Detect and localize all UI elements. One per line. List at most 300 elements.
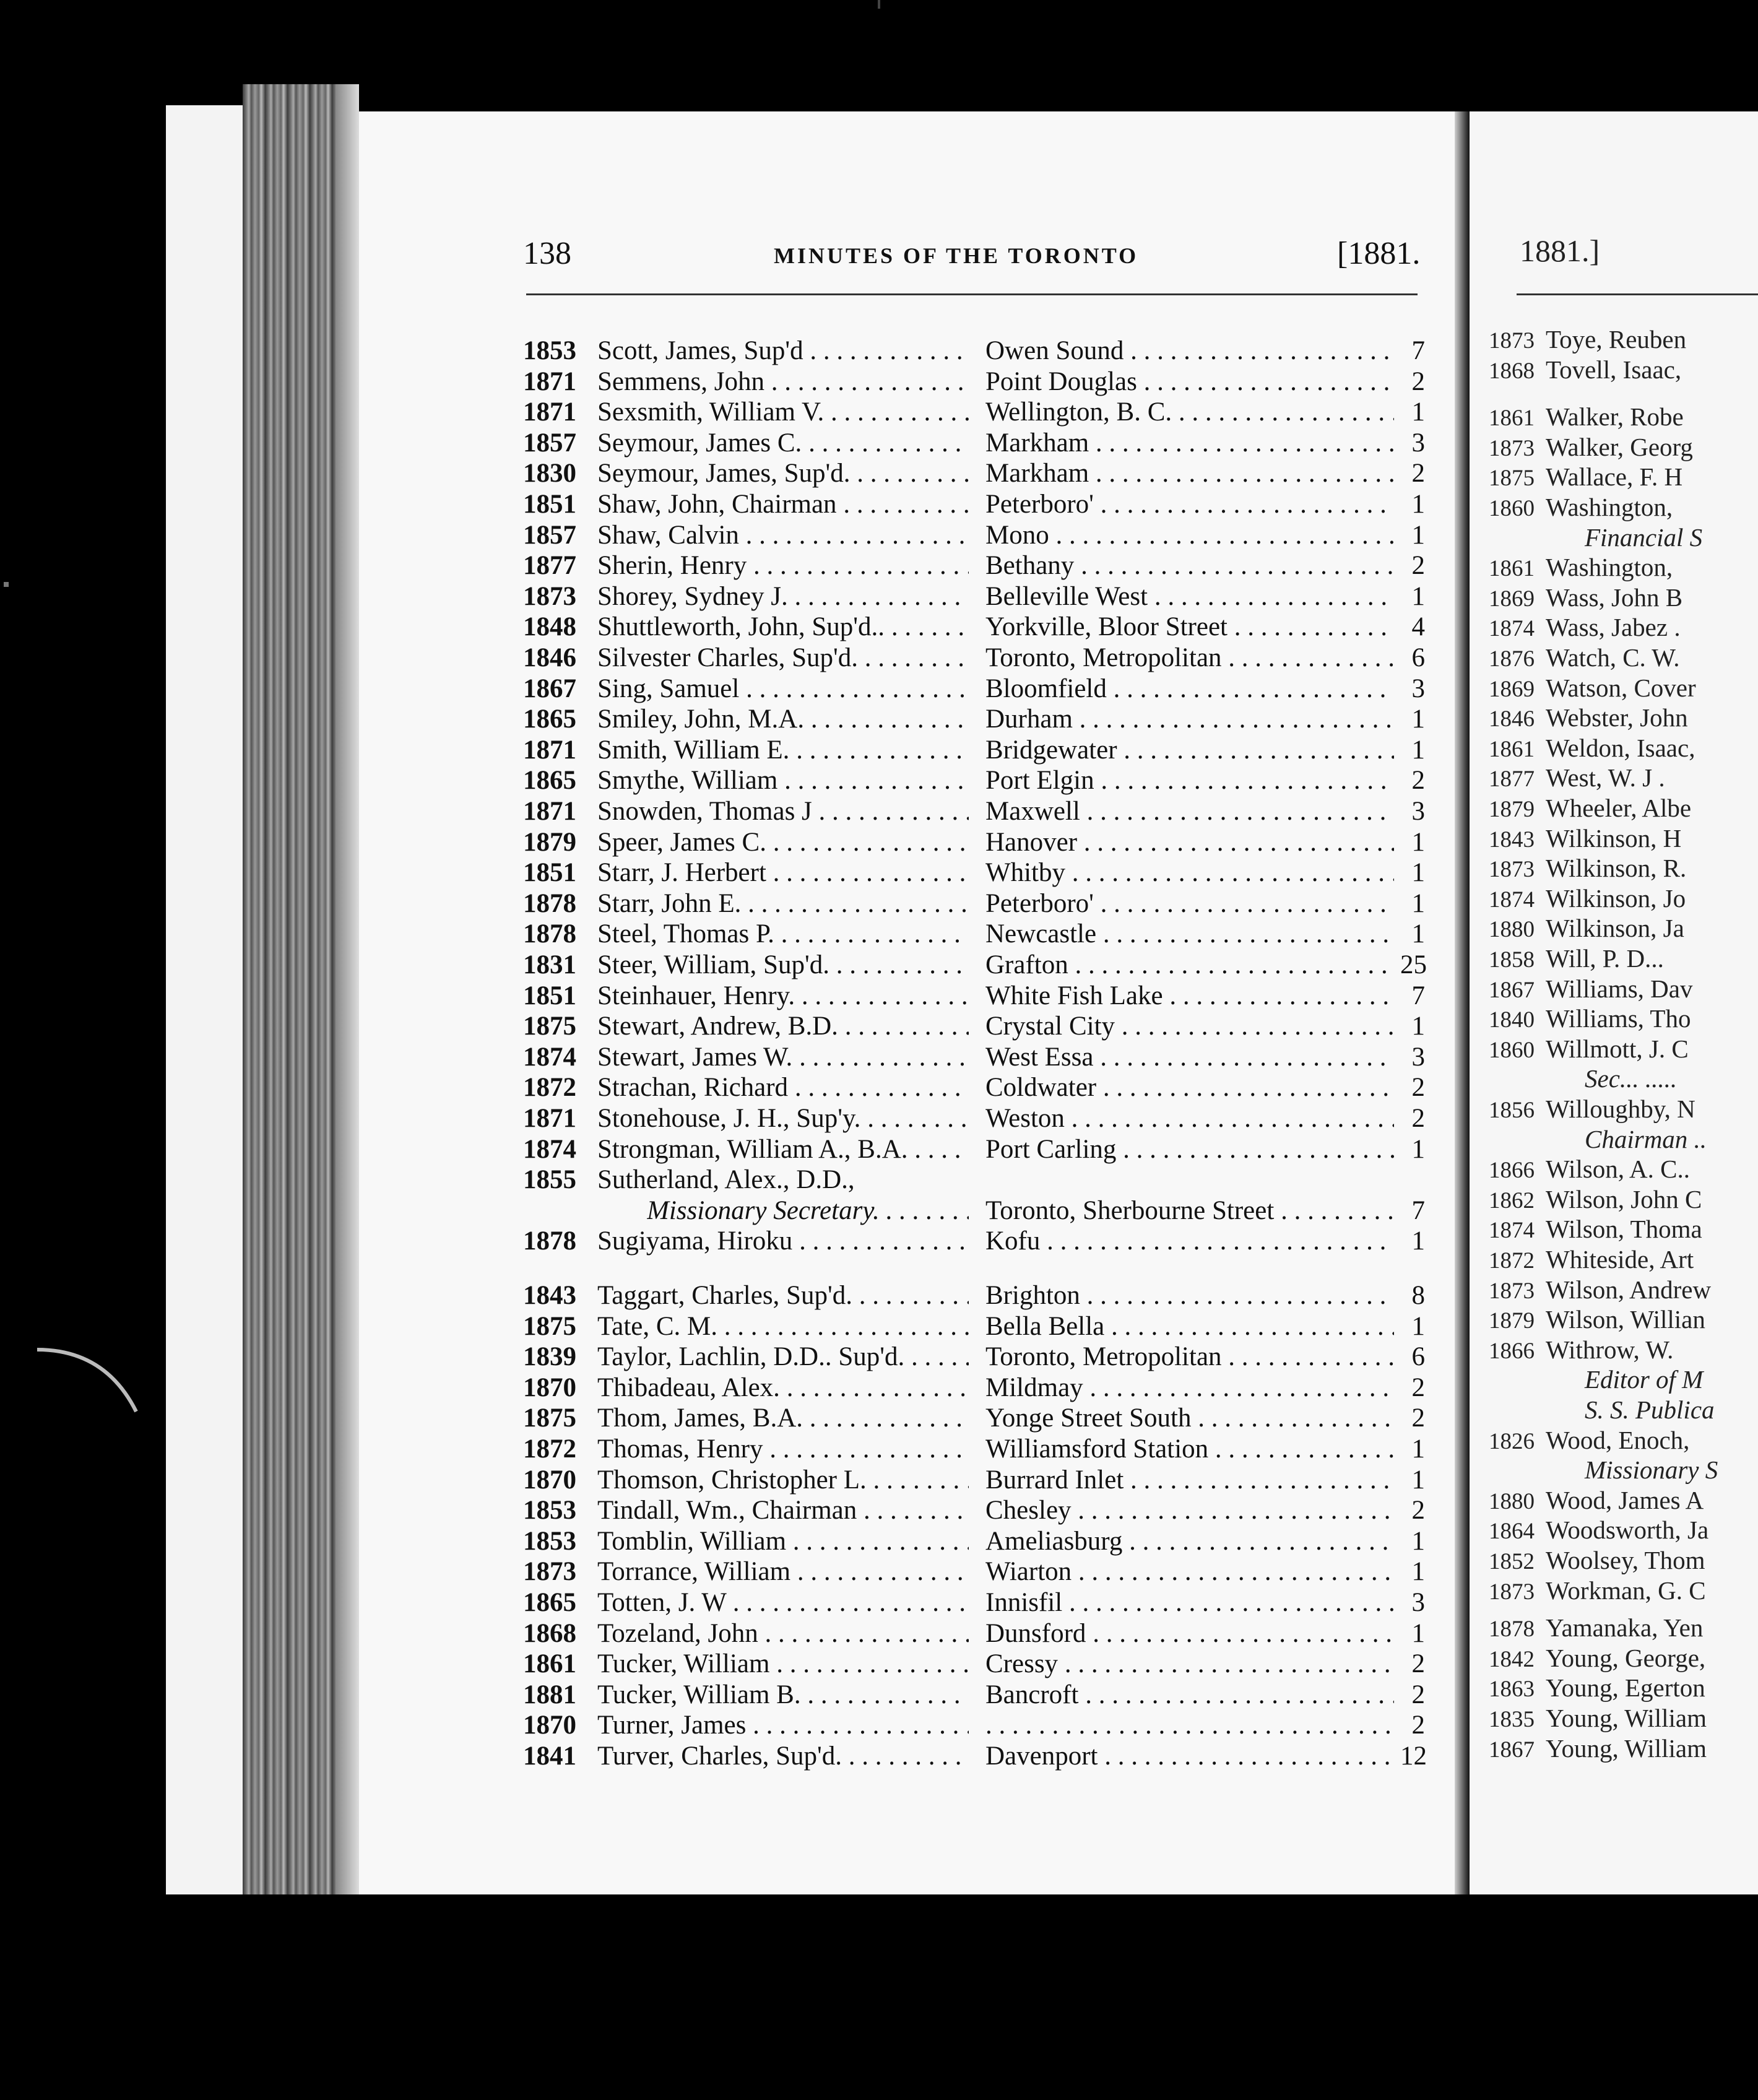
right-entry-year: 1874: [1489, 616, 1535, 641]
entry-count: 3: [1411, 428, 1425, 458]
right-list-item: [1489, 462, 1682, 491]
right-list-item: [1489, 1095, 1695, 1123]
entry-name: Thom, James, B.A. . . .: [597, 1404, 969, 1433]
entry-count: 2: [1411, 766, 1425, 795]
entry-count: 2: [1411, 1073, 1425, 1102]
entry-year: 1851: [523, 858, 576, 887]
entry-count: 1: [1411, 1619, 1425, 1648]
entry-count: 25: [1400, 950, 1427, 979]
entry-place: Newcastle . . .: [985, 919, 1394, 949]
right-entry-year: 1858: [1489, 947, 1535, 973]
entry-name: Sutherland, Alex., D.D.,: [597, 1165, 855, 1194]
right-entry-text: Withrow, W.: [1546, 1335, 1674, 1364]
right-list-item: [1489, 914, 1684, 942]
right-entry-year: 1877: [1489, 766, 1535, 792]
entry-count: 8: [1411, 1281, 1425, 1310]
right-entry-text: Wilkinson, H: [1546, 824, 1682, 853]
right-list-item: [1489, 854, 1686, 882]
entry-place: Dunsford . . .: [985, 1619, 1394, 1649]
page-year: [1881.: [1337, 236, 1421, 271]
right-list-item: [1489, 493, 1673, 521]
entry-year: 1881: [523, 1680, 576, 1709]
right-entry-year: 1856: [1489, 1098, 1535, 1123]
entry-count: 2: [1411, 1711, 1425, 1740]
right-entry-year: 1860: [1489, 496, 1535, 521]
right-entry-text: Toye, Reuben: [1546, 325, 1687, 354]
right-list-item: [1489, 1275, 1711, 1304]
right-list-item: [1489, 1516, 1708, 1544]
right-entry-year: 1835: [1489, 1707, 1535, 1732]
right-entry-text: Washington,: [1546, 493, 1673, 521]
right-entry-year: 1866: [1489, 1339, 1535, 1364]
entry-count: 1: [1411, 1434, 1425, 1464]
right-list-item: [1489, 703, 1688, 732]
right-entry-year: 1861: [1489, 737, 1535, 762]
right-entry-year: 1826: [1489, 1429, 1535, 1454]
entry-year: 1875: [523, 1012, 576, 1041]
right-entry-text: Wass, Jabez .: [1546, 613, 1681, 641]
page-edges: [243, 84, 359, 1894]
header-rule: [526, 293, 1418, 295]
entry-year: 1870: [523, 1465, 576, 1495]
entry-place: West Essa . . .: [985, 1043, 1394, 1072]
book-gutter: [1455, 111, 1470, 1894]
entry-count: 1: [1411, 1012, 1425, 1041]
right-entry-text: West, W. J .: [1546, 763, 1665, 792]
entry-name: Scott, James, Sup'd . . .: [597, 336, 969, 366]
right-list-item: [1489, 433, 1693, 461]
entry-year: 1830: [523, 459, 576, 488]
right-list-item: [1489, 402, 1684, 431]
entry-name: Turver, Charles, Sup'd. . . .: [597, 1742, 969, 1771]
right-list-item: [1489, 1486, 1704, 1514]
right-page-year: 1881.]: [1520, 233, 1600, 268]
entry-place: Peterboro' . . .: [985, 490, 1394, 519]
entry-year: 1874: [523, 1043, 576, 1072]
scan-mark: [4, 582, 9, 587]
right-entry-year: 1840: [1489, 1007, 1535, 1033]
right-list-item: [1489, 1576, 1706, 1605]
entry-year: 1853: [523, 336, 576, 365]
right-entry-year: 1879: [1489, 797, 1535, 822]
entry-count: 1: [1411, 490, 1425, 519]
entry-place: Davenport . . .: [985, 1742, 1394, 1771]
entry-year: 1871: [523, 367, 576, 396]
right-list-item: [1489, 1035, 1689, 1063]
entry-year: 1870: [523, 1373, 576, 1402]
right-list-item: [1489, 1613, 1703, 1642]
entry-name: Shorey, Sydney J. . . .: [597, 582, 969, 612]
right-entry-year: 1843: [1489, 827, 1535, 853]
right-entry-year: 1872: [1489, 1248, 1535, 1273]
right-entry-text: Watch, C. W.: [1546, 643, 1680, 672]
entry-name: Torrance, William . . .: [597, 1557, 969, 1587]
right-list-item: [1489, 1004, 1691, 1033]
page-title: MINUTES OF THE TORONTO: [774, 243, 1139, 268]
entry-year: 1875: [523, 1404, 576, 1433]
right-entry-text: Will, P. D...: [1546, 944, 1664, 973]
right-entry-text: Wilson, John C: [1546, 1185, 1702, 1213]
right-entry-year: 1852: [1489, 1549, 1535, 1574]
right-entry-year: 1861: [1489, 556, 1535, 581]
right-entry-text: Wallace, F. H: [1546, 462, 1683, 491]
entry-year: 1871: [523, 397, 576, 427]
entry-place: [985, 1711, 1394, 1740]
page-number: 138: [523, 236, 571, 271]
right-list-item: [1489, 1335, 1673, 1364]
entry-year: 1879: [523, 828, 576, 857]
entry-year: 1873: [523, 582, 576, 611]
entry-count: 2: [1411, 367, 1425, 396]
entry-year: 1878: [523, 919, 576, 948]
entry-place: Port Carling . . .: [985, 1135, 1394, 1165]
entry-place: Maxwell . . .: [985, 797, 1394, 827]
entry-name: Stonehouse, J. H., Sup'y. . . .: [597, 1104, 969, 1134]
entry-place: Brighton . . .: [985, 1281, 1394, 1311]
right-entry-text: Wilson, Willian: [1546, 1305, 1705, 1334]
entry-year: 1861: [523, 1649, 576, 1678]
right-list-item: [1489, 1185, 1702, 1213]
entry-count: 1: [1411, 1527, 1425, 1556]
entry-year: 1841: [523, 1742, 576, 1771]
right-entry-text: Yamanaka, Yen: [1546, 1613, 1704, 1642]
entry-count: 1: [1411, 735, 1425, 765]
entry-place: Bloomfield . . .: [985, 674, 1394, 704]
scan-mark: [878, 0, 880, 9]
entry-place: Peterboro' . . .: [985, 889, 1394, 919]
entry-name: Taylor, Lachlin, D.D.. Sup'd. . . .: [597, 1342, 969, 1372]
entry-place: Hanover . . .: [985, 828, 1394, 857]
right-entry-subtitle: Chairman ..: [1585, 1125, 1707, 1153]
right-entry-text: Woodsworth, Ja: [1546, 1516, 1709, 1544]
entry-place: Yorkville, Bloor Street . . .: [985, 612, 1394, 642]
entry-count: 1: [1411, 1226, 1425, 1256]
right-entry-text: Young, William: [1546, 1734, 1707, 1763]
right-entry-year: 1880: [1489, 917, 1535, 942]
right-entry-year: 1862: [1489, 1188, 1535, 1213]
entry-count: 7: [1411, 981, 1425, 1010]
entry-place: Bella Bella . . .: [985, 1312, 1394, 1342]
right-list-item: [1489, 1305, 1705, 1334]
right-entry-text: Wood, Enoch,: [1546, 1426, 1690, 1454]
right-list-item: [1489, 1546, 1705, 1574]
entry-year: 1831: [523, 950, 576, 979]
entry-place: Markham . . .: [985, 428, 1394, 458]
entry-name: Sugiyama, Hiroku . . .: [597, 1226, 969, 1256]
right-list-item: [1489, 944, 1664, 973]
right-list-item: [1489, 1734, 1707, 1763]
entry-name: Silvester Charles, Sup'd. . . .: [597, 643, 969, 673]
entry-count: 7: [1411, 1196, 1425, 1225]
entry-year: 1839: [523, 1342, 576, 1371]
entry-year: 1851: [523, 981, 576, 1010]
entry-name: Smythe, William . . .: [597, 766, 969, 796]
right-list-item: [1489, 1644, 1705, 1672]
entry-place: Weston . . .: [985, 1104, 1394, 1134]
entry-year: 1874: [523, 1135, 576, 1164]
right-entry-year: 1879: [1489, 1308, 1535, 1334]
entry-year: 1853: [523, 1527, 576, 1556]
right-list-item: [1489, 613, 1681, 641]
right-entry-text: Wilson, A. C..: [1546, 1155, 1690, 1183]
right-list-item: [1489, 355, 1681, 384]
right-list-item: [1489, 1704, 1707, 1732]
entry-count: 3: [1411, 1043, 1425, 1072]
entry-name: Tindall, Wm., Chairman . . .: [597, 1496, 969, 1525]
right-list-item: [1489, 1673, 1705, 1702]
entry-name: Smith, William E. . . .: [597, 735, 969, 765]
entry-name: Tucker, William B. . . .: [597, 1680, 969, 1710]
entry-name: Tucker, William . . .: [597, 1649, 969, 1679]
right-entry-text: Wilson, Andrew: [1546, 1275, 1712, 1304]
entry-count: 2: [1411, 1404, 1425, 1433]
entry-count: 6: [1411, 1342, 1425, 1371]
book-cover-edge: [166, 105, 246, 1894]
entry-year: 1868: [523, 1619, 576, 1648]
right-list-item: [1489, 325, 1686, 354]
entry-year: 1867: [523, 674, 576, 703]
entry-year: 1877: [523, 551, 576, 580]
entry-count: 7: [1411, 336, 1425, 365]
entry-place: Yonge Street South . . .: [985, 1404, 1394, 1433]
entry-count: 1: [1411, 828, 1425, 857]
entry-count: 1: [1411, 858, 1425, 887]
right-entry-text: Tovell, Isaac,: [1546, 355, 1682, 384]
entry-place: Wiarton . . .: [985, 1557, 1394, 1587]
entry-count: 1: [1411, 1312, 1425, 1341]
right-entry-text: Young, George,: [1546, 1644, 1706, 1672]
entry-name: Stewart, Andrew, B.D. . . .: [597, 1012, 969, 1041]
entry-count: 2: [1411, 1496, 1425, 1525]
entry-name: Thomas, Henry . . .: [597, 1434, 969, 1464]
entry-place: Mildmay . . .: [985, 1373, 1394, 1403]
right-list-item: [1489, 1245, 1694, 1273]
entry-year: 1871: [523, 735, 576, 765]
entry-year: 1872: [523, 1073, 576, 1102]
entry-count: 1: [1411, 1557, 1425, 1586]
right-list-item: [1489, 734, 1695, 762]
right-entry-text: Wheeler, Albe: [1546, 794, 1692, 822]
entry-name: Seymour, James C. . . .: [597, 428, 969, 458]
right-entry-year: 1875: [1489, 466, 1535, 491]
right-entry-year: 1873: [1489, 1278, 1535, 1304]
entry-place: Toronto, Sherbourne Street . . .: [985, 1196, 1394, 1226]
entry-place: Crystal City . . .: [985, 1012, 1394, 1041]
entry-name: Seymour, James, Sup'd. . . .: [597, 459, 969, 488]
right-entry-year: 1867: [1489, 978, 1535, 1003]
entry-name: Semmens, John . . .: [597, 367, 969, 397]
right-entry-text: Workman, G. C: [1546, 1576, 1706, 1605]
entry-name: Tomblin, William . . .: [597, 1527, 969, 1556]
entry-place: Point Douglas . . .: [985, 367, 1394, 397]
entry-name: Shuttleworth, John, Sup'd.. . . .: [597, 612, 969, 642]
entry-name: Sexsmith, William V. . . .: [597, 397, 969, 427]
right-entry-text: Young, Egerton: [1546, 1673, 1705, 1702]
entry-name: Smiley, John, M.A. . . .: [597, 705, 969, 734]
right-entry-text: Wilkinson, R.: [1546, 854, 1687, 882]
right-entry-year: 1866: [1489, 1158, 1535, 1183]
entry-name: Starr, John E. . . .: [597, 889, 969, 919]
entry-count: 2: [1411, 551, 1425, 580]
right-entry-text: Williams, Tho: [1546, 1004, 1691, 1033]
right-entry-text: Weldon, Isaac,: [1546, 734, 1695, 762]
entry-name: Turner, James . . .: [597, 1711, 969, 1740]
entry-place: Kofu . . .: [985, 1226, 1394, 1256]
right-entry-text: Wass, John B: [1546, 583, 1683, 612]
entry-name: Totten, J. W . . .: [597, 1588, 969, 1618]
right-entry-text: Young, William: [1546, 1704, 1707, 1732]
right-entry-text: Willoughby, N: [1546, 1095, 1695, 1123]
right-list-item: [1489, 763, 1665, 792]
entry-count: 6: [1411, 643, 1425, 672]
right-entry-subtitle: Editor of M: [1585, 1365, 1704, 1394]
right-entry-year: 1878: [1489, 1616, 1535, 1642]
right-list-item: [1489, 794, 1691, 822]
right-entry-text: Woolsey, Thom: [1546, 1546, 1705, 1574]
right-list-item: [1489, 824, 1681, 853]
entry-year: 1843: [523, 1281, 576, 1310]
entry-name: Starr, J. Herbert . . .: [597, 858, 969, 888]
entry-place: Innisfil . . .: [985, 1588, 1394, 1618]
entry-count: 1: [1411, 521, 1425, 550]
entry-name: Sherin, Henry . . .: [597, 551, 969, 581]
right-entry-year: 1868: [1489, 358, 1535, 384]
entry-place: Burrard Inlet . . .: [985, 1465, 1394, 1495]
right-entry-text: Wilson, Thoma: [1546, 1215, 1702, 1243]
entry-name: Strongman, William A., B.A. . . .: [597, 1135, 969, 1165]
entry-place: Chesley . . .: [985, 1496, 1394, 1525]
entry-name: Steinhauer, Henry. . . .: [597, 981, 969, 1011]
entry-name: Steer, William, Sup'd. . . .: [597, 950, 969, 980]
entry-year: 1848: [523, 612, 576, 641]
entry-place: Bridgewater . . .: [985, 735, 1394, 765]
entry-count: 2: [1411, 1104, 1425, 1133]
entry-year: 1865: [523, 1588, 576, 1617]
right-list-item: [1489, 553, 1673, 581]
right-entry-year: 1861: [1489, 406, 1535, 431]
right-entry-year: 1863: [1489, 1677, 1535, 1702]
entry-count: 1: [1411, 705, 1425, 734]
right-entry-subtitle: Financial S: [1585, 523, 1703, 552]
entry-year: 1878: [523, 889, 576, 918]
entry-year: 1865: [523, 766, 576, 795]
entry-name: Steel, Thomas P. . . .: [597, 919, 969, 949]
entry-year: 1857: [523, 428, 576, 458]
right-entry-year: 1874: [1489, 887, 1535, 913]
right-list-item: [1489, 583, 1682, 612]
entry-count: 1: [1411, 919, 1425, 948]
right-entry-text: Washington,: [1546, 553, 1673, 581]
entry-year: 1873: [523, 1557, 576, 1586]
entry-count: 1: [1411, 1135, 1425, 1164]
entry-count: 1: [1411, 397, 1425, 427]
right-entry-year: 1860: [1489, 1038, 1535, 1063]
right-entry-year: 1873: [1489, 436, 1535, 461]
right-list-item: [1489, 974, 1692, 1003]
entry-count: 4: [1411, 612, 1425, 641]
entry-year: 1875: [523, 1312, 576, 1341]
entry-name: Missionary Secretary. . . .: [647, 1196, 969, 1226]
right-list-item: [1489, 1426, 1689, 1454]
right-entry-subtitle: Sec... .....: [1585, 1064, 1678, 1093]
entry-place: Port Elgin . . .: [985, 766, 1394, 796]
entry-name: Strachan, Richard . . .: [597, 1073, 969, 1103]
entry-name: Tozeland, John . . .: [597, 1619, 969, 1649]
right-entry-year: 1869: [1489, 586, 1535, 612]
entry-count: 1: [1411, 889, 1425, 918]
entry-name: Speer, James C. . . .: [597, 828, 969, 857]
entry-count: 3: [1411, 1588, 1425, 1617]
entry-name: Sing, Samuel . . .: [597, 674, 969, 704]
entry-count: 3: [1411, 674, 1425, 703]
entry-place: Owen Sound . . .: [985, 336, 1394, 366]
entry-name: Thomson, Christopher L. . . .: [597, 1465, 969, 1495]
right-list-item: [1489, 674, 1696, 702]
entry-name: Shaw, Calvin . . .: [597, 521, 969, 550]
entry-year: 1870: [523, 1711, 576, 1740]
right-entry-text: Wood, James A: [1546, 1486, 1704, 1514]
entry-place: Bethany . . .: [985, 551, 1394, 581]
entry-place: Durham . . .: [985, 705, 1394, 734]
entry-name: Snowden, Thomas J . . .: [597, 797, 969, 827]
entry-place: Toronto, Metropolitan . . .: [985, 1342, 1394, 1372]
right-entry-year: 1864: [1489, 1519, 1535, 1544]
right-entry-year: 1873: [1489, 1579, 1535, 1605]
entry-place: Markham . . .: [985, 459, 1394, 488]
entry-name: Thibadeau, Alex. . . .: [597, 1373, 969, 1403]
right-entry-subtitle: Missionary S: [1585, 1456, 1718, 1484]
right-list-item: [1489, 1155, 1690, 1183]
entry-place: Whitby . . .: [985, 858, 1394, 888]
entry-place: Coldwater . . .: [985, 1073, 1394, 1103]
right-list-item: [1489, 643, 1680, 672]
entry-year: 1857: [523, 521, 576, 550]
entry-name: Shaw, John, Chairman . . .: [597, 490, 969, 519]
right-list-item: [1489, 1215, 1702, 1243]
entry-place: Ameliasburg . . .: [985, 1527, 1394, 1556]
entry-count: 3: [1411, 797, 1425, 826]
entry-count: 2: [1411, 459, 1425, 488]
entry-year: 1846: [523, 643, 576, 672]
right-entry-year: 1846: [1489, 706, 1535, 732]
right-entry-subtitle: S. S. Publica: [1585, 1395, 1715, 1424]
right-entry-text: Walker, Georg: [1546, 433, 1693, 461]
entry-year: 1851: [523, 490, 576, 519]
entry-place: Bancroft . . .: [985, 1680, 1394, 1710]
right-entry-text: Walker, Robe: [1546, 402, 1684, 431]
right-list-item: [1489, 884, 1686, 913]
entry-name: Stewart, James W. . . .: [597, 1043, 969, 1072]
right-entry-year: 1880: [1489, 1489, 1535, 1514]
right-entry-text: Whiteside, Art: [1546, 1245, 1694, 1273]
entry-year: 1878: [523, 1226, 576, 1256]
entry-place: Belleville West . . .: [985, 582, 1394, 612]
entry-year: 1871: [523, 1104, 576, 1133]
right-entry-text: Williams, Dav: [1546, 974, 1693, 1003]
entry-name: Tate, C. M. . . .: [597, 1312, 969, 1342]
entry-place: Williamsford Station . . .: [985, 1434, 1394, 1464]
right-entry-year: 1873: [1489, 328, 1535, 354]
right-entry-text: Willmott, J. C: [1546, 1035, 1689, 1063]
entry-year: 1865: [523, 705, 576, 734]
entry-year: 1872: [523, 1434, 576, 1464]
entry-count: 2: [1411, 1680, 1425, 1709]
entry-year: 1871: [523, 797, 576, 826]
right-entry-text: Wilkinson, Ja: [1546, 914, 1684, 942]
right-entry-text: Watson, Cover: [1546, 674, 1696, 702]
entry-place: Grafton . . .: [985, 950, 1394, 980]
entry-year: 1853: [523, 1496, 576, 1525]
